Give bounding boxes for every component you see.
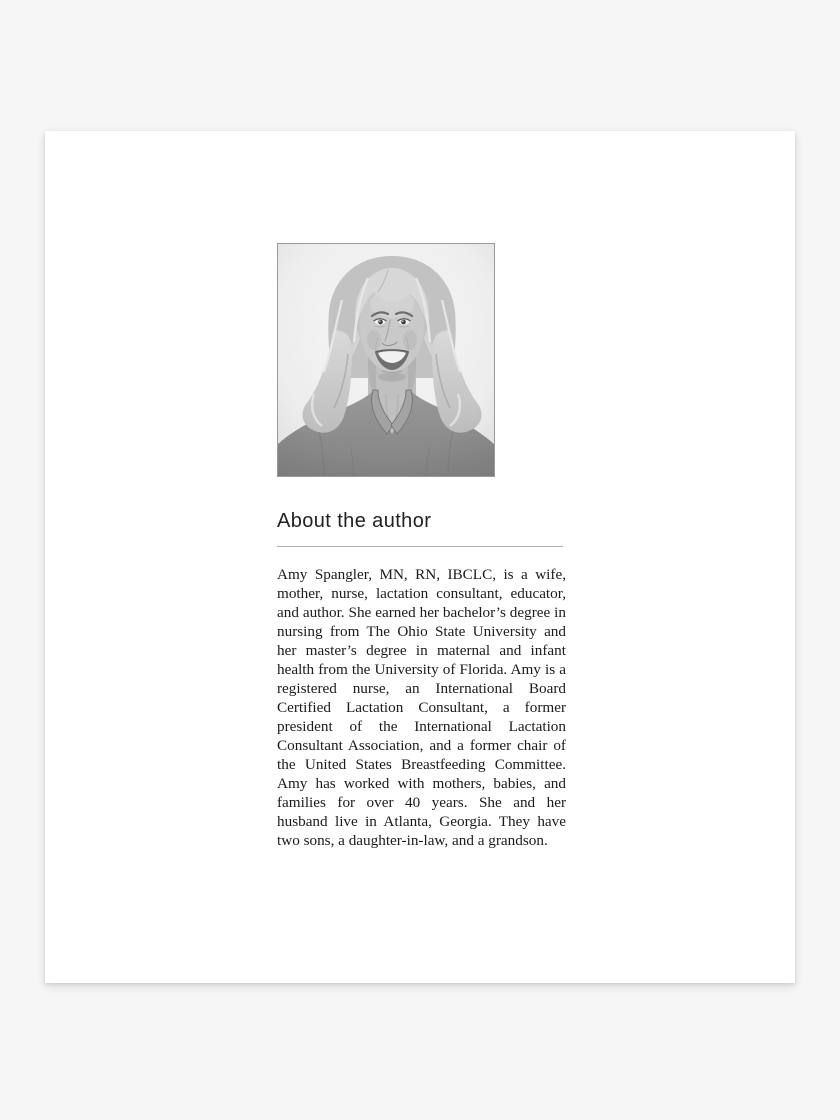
- author-portrait-image: [278, 244, 494, 476]
- heading-divider: [277, 546, 563, 547]
- author-photo: [277, 243, 495, 477]
- author-bio-text: Amy Spangler, MN, RN, IBCLC, is a wife, mother, nurse, lactation consultant, educator, and author. She earned her bachelor’s degree in nursing from The Ohio State University and her master’s degree in maternal and infant health from the University of Florida. Amy is a registered nurse, an International Board Certified Lactation Consultant, a former president of the International Lactation Consultant Association, and a former chair of the United States Breastfeeding Committee. Amy has worked with mothers, babies, and families for over 40 years. She and her husband live in Atlanta, Georgia. They have two sons, a daughter-in-law, and a grandson.: [277, 566, 566, 849]
- book-page: [45, 131, 795, 983]
- section-heading: About the author: [277, 510, 432, 532]
